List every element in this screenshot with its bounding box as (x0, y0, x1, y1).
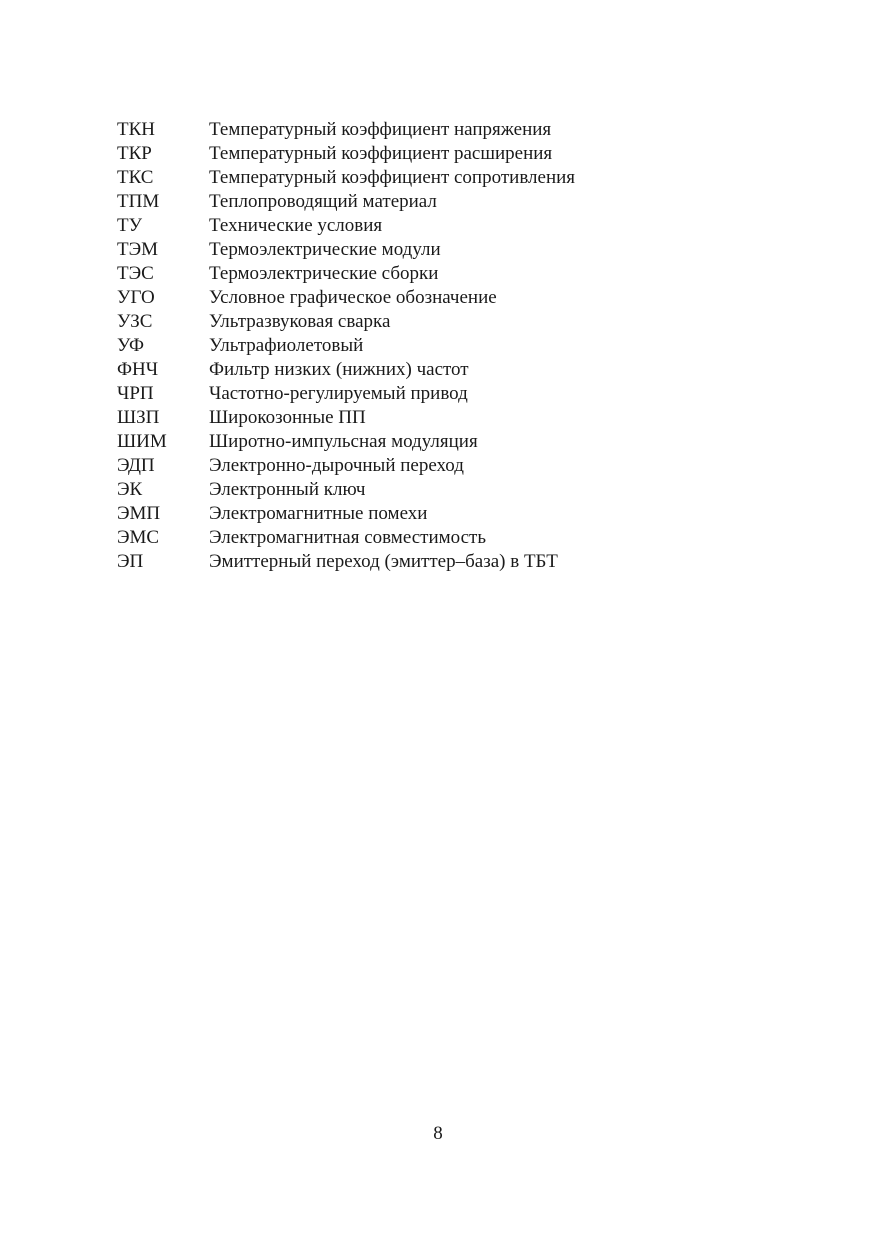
abbreviation-definition: Теплопроводящий материал (209, 191, 437, 212)
abbreviation-row (117, 406, 817, 430)
abbreviation-list (117, 118, 817, 574)
abbreviation-definition: Эмиттерный переход (эмиттер–база) в ТБТ (209, 551, 558, 572)
abbreviation-definition: Температурный коэффициент напряжения (209, 119, 552, 140)
abbreviation-definition: Технические условия (209, 215, 383, 236)
abbreviation-definition: Электронно-дырочный переход (209, 455, 464, 476)
abbreviation-definition: Электронный ключ (209, 479, 366, 500)
abbreviation-row (117, 166, 817, 190)
abbreviation-definition: Электромагнитные помехи (209, 503, 428, 524)
abbreviation-term: ТЭМ (117, 239, 159, 260)
abbreviation-term: ЭМС (117, 527, 160, 548)
abbreviation-row (117, 142, 817, 166)
abbreviation-row (117, 190, 817, 214)
abbreviation-row (117, 382, 817, 406)
abbreviation-row (117, 214, 817, 238)
abbreviation-row (117, 454, 817, 478)
abbreviation-term: ФНЧ (117, 359, 159, 380)
abbreviation-row (117, 478, 817, 502)
abbreviation-row (117, 550, 817, 574)
abbreviation-row (117, 526, 817, 550)
abbreviation-term: ТПМ (117, 191, 160, 212)
abbreviation-term: ЭК (117, 479, 143, 500)
abbreviation-term: ТЭС (117, 263, 154, 284)
abbreviation-term: ШЗП (117, 407, 160, 428)
abbreviation-definition: Ультразвуковая сварка (209, 311, 391, 332)
abbreviation-term: УГО (117, 287, 155, 308)
abbreviation-term: ТКР (117, 143, 152, 164)
abbreviation-definition: Термоэлектрические модули (209, 239, 441, 260)
abbreviation-row (117, 430, 817, 454)
abbreviation-term: УФ (117, 335, 145, 356)
abbreviation-definition: Температурный коэффициент сопротивления (209, 167, 576, 188)
abbreviation-term: УЗС (117, 311, 153, 332)
abbreviation-definition: Частотно-регулируемый привод (209, 383, 468, 404)
abbreviation-term: ТУ (117, 215, 143, 236)
abbreviation-definition: Условное графическое обозначение (209, 287, 497, 308)
abbreviation-term: ЭДП (117, 455, 155, 476)
abbreviation-row (117, 262, 817, 286)
abbreviation-row (117, 286, 817, 310)
abbreviation-row (117, 358, 817, 382)
abbreviation-definition: Фильтр низких (нижних) частот (209, 359, 469, 380)
abbreviation-term: ТКС (117, 167, 154, 188)
abbreviation-row (117, 334, 817, 358)
abbreviation-term: ТКН (117, 119, 155, 140)
abbreviation-definition: Термоэлектрические сборки (209, 263, 439, 284)
abbreviation-row (117, 118, 817, 142)
abbreviation-definition: Широкозонные ПП (209, 407, 366, 428)
abbreviation-term: ЧРП (117, 383, 154, 404)
abbreviation-term: ЭП (117, 551, 144, 572)
abbreviation-definition: Ультрафиолетовый (209, 335, 364, 356)
abbreviation-row (117, 502, 817, 526)
abbreviation-row (117, 310, 817, 334)
abbreviation-definition: Широтно-импульсная модуляция (209, 431, 478, 452)
abbreviation-row (117, 238, 817, 262)
abbreviation-term: ЭМП (117, 503, 161, 524)
page-number: 8 (433, 1123, 443, 1144)
abbreviation-definition: Электромагнитная совместимость (209, 527, 487, 548)
abbreviation-term: ШИМ (117, 431, 167, 452)
abbreviation-definition: Температурный коэффициент расширения (209, 143, 553, 164)
